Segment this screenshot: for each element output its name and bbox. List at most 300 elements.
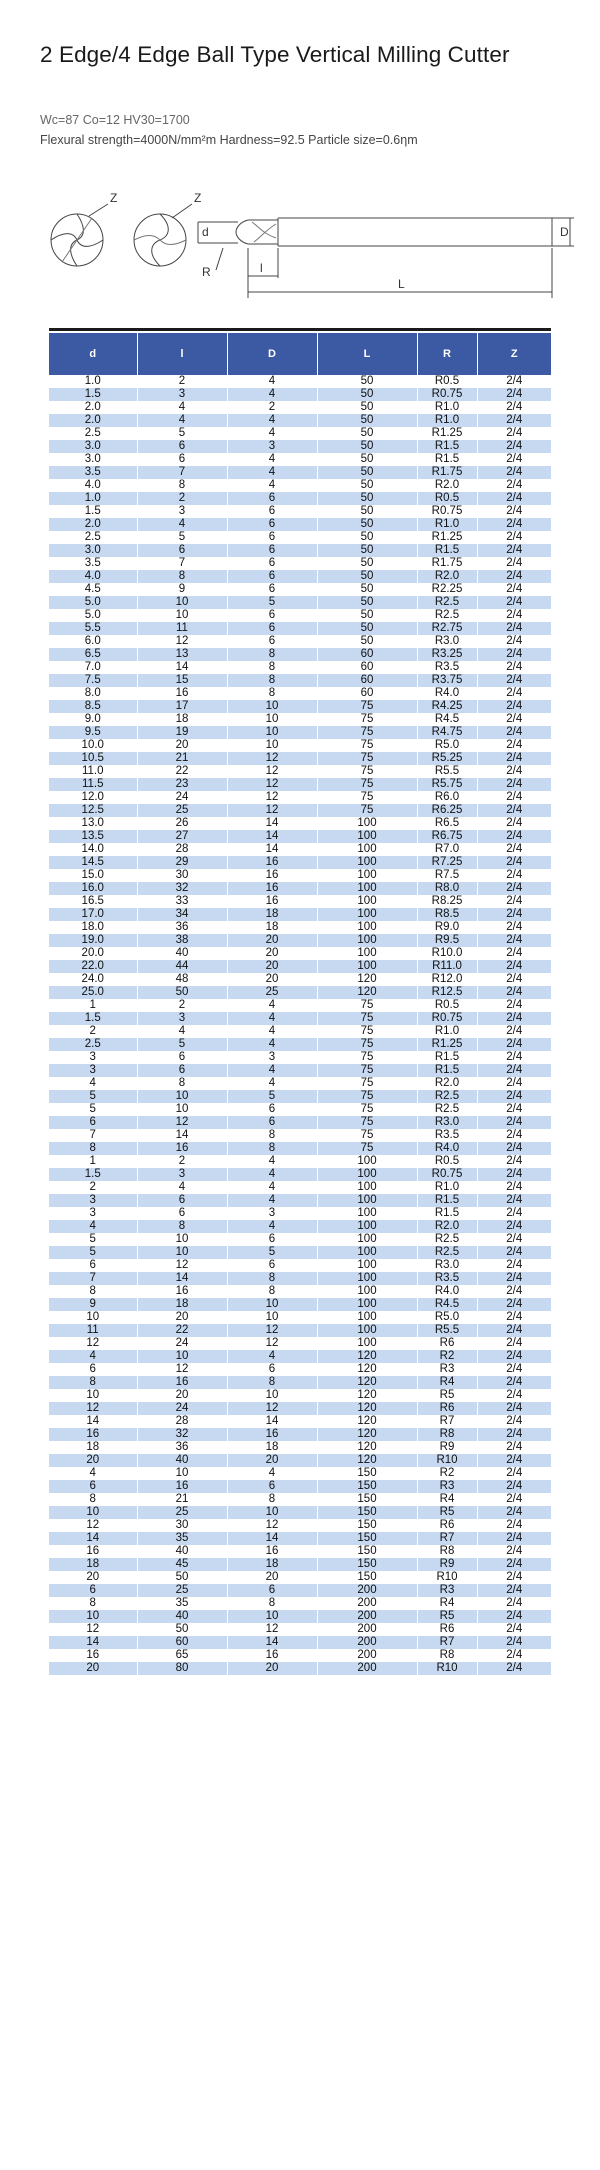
table-cell: 10 [137, 1246, 227, 1259]
table-cell: 16 [137, 1142, 227, 1155]
table-cell: 150 [317, 1571, 417, 1584]
table-cell: 20 [227, 960, 317, 973]
table-cell: 6 [227, 1103, 317, 1116]
table-row [49, 947, 551, 960]
table-cell: 16 [137, 687, 227, 700]
table-cell: 50 [137, 986, 227, 999]
side-view-icon [198, 218, 574, 298]
table-cell: 2/4 [477, 687, 551, 700]
table-cell: 100 [317, 830, 417, 843]
table-row [49, 908, 551, 921]
table-cell: 13 [137, 648, 227, 661]
table-cell: R3.0 [417, 1116, 477, 1129]
table-cell: 6.5 [49, 648, 137, 661]
table-cell: 8 [227, 687, 317, 700]
table-cell: 4 [227, 1181, 317, 1194]
table-cell: 100 [317, 1259, 417, 1272]
table-cell: 14 [227, 830, 317, 843]
table-cell: 50 [317, 570, 417, 583]
table-row [49, 726, 551, 739]
table-cell: 12 [49, 1337, 137, 1350]
table-cell: 50 [317, 557, 417, 570]
end-view-2-flute-icon [134, 204, 192, 266]
table-cell: 10 [137, 1103, 227, 1116]
table-cell: 20 [227, 1454, 317, 1467]
table-cell: 2/4 [477, 1558, 551, 1571]
table-cell: 26 [137, 817, 227, 830]
table-cell: 18 [227, 1558, 317, 1571]
table-cell: 120 [317, 1402, 417, 1415]
table-row [49, 1519, 551, 1532]
table-cell: 2/4 [477, 1272, 551, 1285]
table-cell: 2/4 [477, 453, 551, 466]
table-row [49, 934, 551, 947]
table-cell: 12 [49, 1402, 137, 1415]
cutter-diagram [40, 188, 580, 298]
table-cell: 2/4 [477, 635, 551, 648]
table-cell: 3 [49, 1064, 137, 1077]
table-cell: 16 [227, 1649, 317, 1662]
table-cell: R5 [417, 1389, 477, 1402]
table-cell: 1.5 [49, 388, 137, 401]
table-cell: 2/4 [477, 401, 551, 414]
table-cell: 3 [137, 505, 227, 518]
table-cell: 50 [317, 505, 417, 518]
table-cell: 75 [317, 1129, 417, 1142]
table-cell: R4.5 [417, 1298, 477, 1311]
table-cell: R7.5 [417, 869, 477, 882]
table-cell: 75 [317, 1012, 417, 1025]
table-cell: 2.5 [49, 1038, 137, 1051]
table-cell: R2.25 [417, 583, 477, 596]
table-cell: 200 [317, 1636, 417, 1649]
table-row [49, 596, 551, 609]
table-cell: 50 [137, 1571, 227, 1584]
table-cell: 150 [317, 1493, 417, 1506]
table-cell: 4.0 [49, 479, 137, 492]
table-cell: 19 [137, 726, 227, 739]
table-cell: 2.0 [49, 518, 137, 531]
table-cell: 100 [317, 1220, 417, 1233]
table-cell: 13.5 [49, 830, 137, 843]
table-cell: 7.0 [49, 661, 137, 674]
table-row [49, 1155, 551, 1168]
table-cell: 14.5 [49, 856, 137, 869]
table-cell: 20 [227, 1571, 317, 1584]
table-cell: 2.5 [49, 427, 137, 440]
table-cell: 2/4 [477, 440, 551, 453]
table-cell: 5 [49, 1090, 137, 1103]
table-row [49, 999, 551, 1012]
table-cell: 80 [137, 1662, 227, 1675]
table-cell: R1.0 [417, 414, 477, 427]
table-cell: 14.0 [49, 843, 137, 856]
table-cell: 2/4 [477, 1025, 551, 1038]
table-cell: 2/4 [477, 1506, 551, 1519]
table-cell: 6 [137, 1064, 227, 1077]
table-cell: 8 [137, 1077, 227, 1090]
table-cell: R10 [417, 1662, 477, 1675]
table-cell: 5 [137, 427, 227, 440]
table-row [49, 1467, 551, 1480]
table-cell: 6.0 [49, 635, 137, 648]
table-cell: 2/4 [477, 1441, 551, 1454]
table-row [49, 1207, 551, 1220]
table-cell: 120 [317, 1350, 417, 1363]
table-cell: 14 [227, 1636, 317, 1649]
table-cell: 50 [317, 583, 417, 596]
table-row [49, 752, 551, 765]
table-row [49, 1116, 551, 1129]
table-cell: 2/4 [477, 856, 551, 869]
table-cell: 150 [317, 1558, 417, 1571]
table-cell: 30 [137, 1519, 227, 1532]
table-cell: 11 [137, 622, 227, 635]
table-cell: 2/4 [477, 1064, 551, 1077]
table-cell: 75 [317, 752, 417, 765]
table-cell: 6 [49, 1259, 137, 1272]
table-row [49, 1298, 551, 1311]
table-cell: 2/4 [477, 986, 551, 999]
table-cell: 18.0 [49, 921, 137, 934]
table-cell: 38 [137, 934, 227, 947]
table-cell: 6 [227, 492, 317, 505]
table-cell: 6 [49, 1584, 137, 1597]
table-cell: 7 [137, 466, 227, 479]
table-cell: 2/4 [477, 1155, 551, 1168]
table-cell: 3 [227, 440, 317, 453]
table-row [49, 570, 551, 583]
table-cell: 2.5 [49, 531, 137, 544]
table-row [49, 427, 551, 440]
table-cell: 120 [317, 1454, 417, 1467]
table-cell: 4 [227, 1155, 317, 1168]
table-cell: 2/4 [477, 700, 551, 713]
table-cell: 22.0 [49, 960, 137, 973]
table-row [49, 440, 551, 453]
table-cell: 1.5 [49, 505, 137, 518]
header-l: l [137, 333, 227, 375]
table-cell: 3.5 [49, 466, 137, 479]
table-row [49, 856, 551, 869]
table-cell: 12 [137, 1116, 227, 1129]
table-cell: 50 [317, 388, 417, 401]
table-cell: R4.25 [417, 700, 477, 713]
table-cell: 2/4 [477, 1519, 551, 1532]
table-cell: 5 [227, 596, 317, 609]
table-cell: 4 [227, 479, 317, 492]
table-row [49, 1376, 551, 1389]
table-row [49, 882, 551, 895]
table-cell: 2/4 [477, 1337, 551, 1350]
header-D: D [227, 333, 317, 375]
table-cell: R4.5 [417, 713, 477, 726]
table-row [49, 414, 551, 427]
table-cell: R4.0 [417, 687, 477, 700]
table-cell: 4 [227, 999, 317, 1012]
table-cell: 25 [137, 1584, 227, 1597]
table-cell: 2/4 [477, 843, 551, 856]
table-cell: R2.5 [417, 596, 477, 609]
table-cell: 8 [227, 1376, 317, 1389]
table-cell: 22 [137, 765, 227, 778]
table-cell: R5.5 [417, 765, 477, 778]
table-row [49, 557, 551, 570]
table-cell: R0.75 [417, 1168, 477, 1181]
table-cell: 32 [137, 882, 227, 895]
table-cell: 75 [317, 1116, 417, 1129]
table-cell: 2/4 [477, 1571, 551, 1584]
table-cell: 4 [227, 1194, 317, 1207]
table-cell: 15.0 [49, 869, 137, 882]
table-cell: 120 [317, 973, 417, 986]
table-cell: 2/4 [477, 713, 551, 726]
table-cell: R0.75 [417, 388, 477, 401]
table-cell: 2/4 [477, 1480, 551, 1493]
table-cell: 75 [317, 1038, 417, 1051]
table-cell: 50 [317, 414, 417, 427]
table-cell: 20.0 [49, 947, 137, 960]
table-cell: 10 [137, 596, 227, 609]
table-cell: 2/4 [477, 1298, 551, 1311]
table-row [49, 791, 551, 804]
table-cell: R3.5 [417, 1129, 477, 1142]
table-cell: 16 [227, 869, 317, 882]
table-cell: 6 [137, 544, 227, 557]
table-cell: 2/4 [477, 622, 551, 635]
table-cell: 27 [137, 830, 227, 843]
table-cell: 5 [137, 531, 227, 544]
table-cell: 12 [227, 1519, 317, 1532]
table-cell: R0.5 [417, 492, 477, 505]
table-cell: R1.5 [417, 1064, 477, 1077]
table-cell: 2/4 [477, 752, 551, 765]
table-cell: 12 [49, 1519, 137, 1532]
table-cell: 6 [227, 1259, 317, 1272]
table-cell: R6 [417, 1402, 477, 1415]
table-cell: 2/4 [477, 960, 551, 973]
table-cell: 2/4 [477, 648, 551, 661]
diagram-label-l-total: L [398, 277, 405, 291]
table-cell: 4 [49, 1077, 137, 1090]
table-cell: 2 [137, 1155, 227, 1168]
table-row [49, 1506, 551, 1519]
table-cell: 14 [227, 1415, 317, 1428]
table-cell: 5 [227, 1246, 317, 1259]
table-cell: 18 [227, 908, 317, 921]
table-cell: 200 [317, 1662, 417, 1675]
table-cell: R5 [417, 1506, 477, 1519]
header-L: L [317, 333, 417, 375]
table-cell: R1.5 [417, 544, 477, 557]
table-cell: 10 [227, 1610, 317, 1623]
table-cell: R3.75 [417, 674, 477, 687]
header-R: R [417, 333, 477, 375]
table-row [49, 778, 551, 791]
table-cell: 50 [317, 453, 417, 466]
table-row [49, 1623, 551, 1636]
table-cell: 14 [137, 661, 227, 674]
table-cell: 24 [137, 1402, 227, 1415]
table-cell: 9.0 [49, 713, 137, 726]
table-cell: 75 [317, 1051, 417, 1064]
table-row [49, 661, 551, 674]
table-cell: R1.0 [417, 1181, 477, 1194]
table-cell: R7 [417, 1415, 477, 1428]
table-cell: 21 [137, 752, 227, 765]
diagram-label-r: R [202, 265, 211, 279]
table-cell: 14 [49, 1636, 137, 1649]
table-row [49, 1129, 551, 1142]
table-cell: 6 [227, 635, 317, 648]
table-cell: 16 [227, 895, 317, 908]
table-cell: 7.5 [49, 674, 137, 687]
table-cell: 8 [137, 570, 227, 583]
table-cell: 10 [137, 1090, 227, 1103]
table-cell: 100 [317, 960, 417, 973]
table-cell: 4 [227, 414, 317, 427]
table-cell: 120 [317, 1389, 417, 1402]
table-cell: 16.5 [49, 895, 137, 908]
table-cell: 8 [227, 1272, 317, 1285]
table-cell: 200 [317, 1623, 417, 1636]
table-row [49, 1389, 551, 1402]
table-cell: 8 [49, 1376, 137, 1389]
table-cell: 150 [317, 1545, 417, 1558]
table-cell: 3 [49, 1194, 137, 1207]
table-cell: 6 [137, 453, 227, 466]
table-cell: 4 [49, 1350, 137, 1363]
table-cell: R1.25 [417, 1038, 477, 1051]
table-cell: R2.0 [417, 479, 477, 492]
table-cell: 44 [137, 960, 227, 973]
table-cell: 15 [137, 674, 227, 687]
table-row [49, 1337, 551, 1350]
table-cell: 7 [49, 1272, 137, 1285]
table-cell: 25.0 [49, 986, 137, 999]
table-row [49, 544, 551, 557]
table-cell: 23 [137, 778, 227, 791]
table-cell: 75 [317, 726, 417, 739]
table-cell: 75 [317, 999, 417, 1012]
table-cell: 50 [317, 531, 417, 544]
table-cell: 2/4 [477, 1649, 551, 1662]
table-cell: 2/4 [477, 661, 551, 674]
table-cell: 75 [317, 791, 417, 804]
table-cell: 17 [137, 700, 227, 713]
table-cell: 100 [317, 1337, 417, 1350]
table-cell: 2/4 [477, 830, 551, 843]
diagram-label-l: l [260, 261, 263, 275]
table-cell: 2/4 [477, 947, 551, 960]
table-cell: 6 [227, 1116, 317, 1129]
table-cell: 9.5 [49, 726, 137, 739]
table-cell: 2/4 [477, 1168, 551, 1181]
table-cell: R1.75 [417, 557, 477, 570]
table-cell: R5 [417, 1610, 477, 1623]
table-cell: 2/4 [477, 1090, 551, 1103]
table-cell: R3 [417, 1584, 477, 1597]
table-cell: 7 [49, 1129, 137, 1142]
table-cell: 2/4 [477, 1181, 551, 1194]
table-cell: 5 [49, 1246, 137, 1259]
table-cell: R6 [417, 1337, 477, 1350]
table-cell: 2/4 [477, 466, 551, 479]
table-cell: 2/4 [477, 1259, 551, 1272]
table-cell: R1.5 [417, 1207, 477, 1220]
table-row [49, 1233, 551, 1246]
table-cell: 8 [227, 1493, 317, 1506]
table-cell: R1.25 [417, 427, 477, 440]
table-cell: 14 [227, 1532, 317, 1545]
table-cell: 2 [137, 492, 227, 505]
table-cell: 4 [227, 1025, 317, 1038]
table-cell: 20 [227, 1662, 317, 1675]
table-cell: 1 [49, 999, 137, 1012]
table-cell: 20 [49, 1662, 137, 1675]
table-cell: 2/4 [477, 778, 551, 791]
table-cell: 10 [227, 1389, 317, 1402]
table-cell: 30 [137, 869, 227, 882]
table-cell: 4 [49, 1467, 137, 1480]
diagram-label-d: d [202, 225, 209, 239]
table-row [49, 1168, 551, 1181]
table-cell: 100 [317, 1246, 417, 1259]
table-cell: 150 [317, 1506, 417, 1519]
table-cell: 75 [317, 1090, 417, 1103]
table-cell: R6.0 [417, 791, 477, 804]
table-cell: 100 [317, 947, 417, 960]
table-cell: 4 [227, 427, 317, 440]
table-row [49, 1259, 551, 1272]
table-cell: 60 [317, 661, 417, 674]
table-cell: R8.0 [417, 882, 477, 895]
table-cell: 4.0 [49, 570, 137, 583]
table-cell: 50 [317, 492, 417, 505]
table-cell: 20 [137, 739, 227, 752]
table-cell: 6 [227, 1584, 317, 1597]
table-cell: 6 [137, 1051, 227, 1064]
table-cell: R1.0 [417, 401, 477, 414]
table-cell: 12 [227, 791, 317, 804]
table-cell: 150 [317, 1467, 417, 1480]
table-cell: 12.5 [49, 804, 137, 817]
table-cell: 14 [137, 1272, 227, 1285]
table-cell: 50 [317, 596, 417, 609]
table-cell: 2/4 [477, 518, 551, 531]
table-row [49, 1415, 551, 1428]
table-cell: 8.0 [49, 687, 137, 700]
table-cell: 2/4 [477, 1051, 551, 1064]
table-cell: 2/4 [477, 1545, 551, 1558]
table-cell: 6 [227, 1233, 317, 1246]
table-row [49, 1246, 551, 1259]
table-cell: 16 [137, 1285, 227, 1298]
table-cell: R0.5 [417, 1155, 477, 1168]
table-cell: 5 [227, 1090, 317, 1103]
table-cell: 18 [49, 1441, 137, 1454]
table-cell: R8 [417, 1649, 477, 1662]
table-cell: 2/4 [477, 609, 551, 622]
table-cell: 16 [49, 1545, 137, 1558]
table-cell: 25 [137, 804, 227, 817]
table-cell: 9 [49, 1298, 137, 1311]
table-cell: 75 [317, 1077, 417, 1090]
table-row [49, 1441, 551, 1454]
table-cell: 2/4 [477, 1103, 551, 1116]
table-cell: 100 [317, 1168, 417, 1181]
table-header-row [49, 333, 551, 375]
